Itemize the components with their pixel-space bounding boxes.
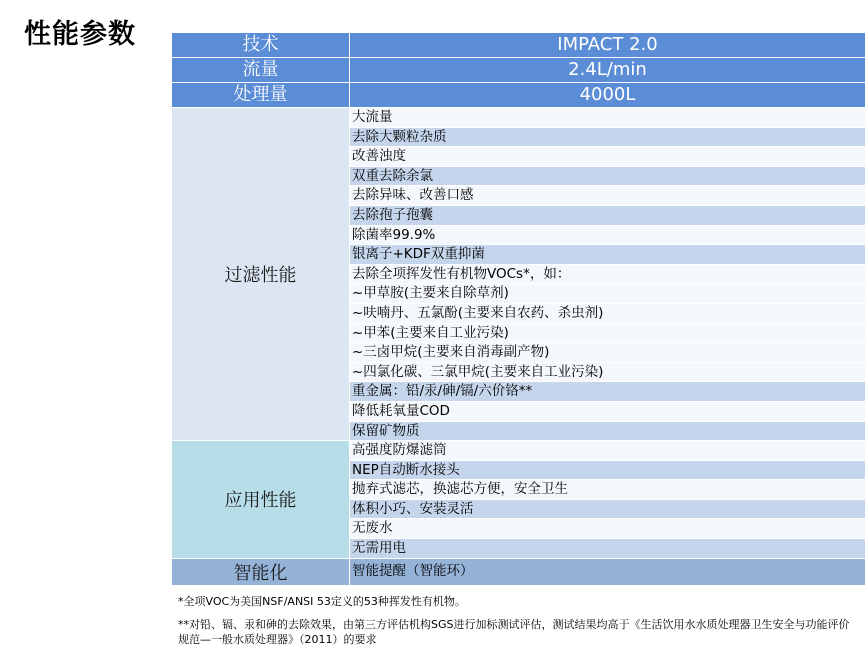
filter-item: 除菌率99.9% <box>350 225 866 245</box>
filter-item: ~甲苯(主要来自工业污染) <box>350 323 866 343</box>
filter-item: 银离子+KDF双重抑菌 <box>350 245 866 265</box>
section-label-application: 应用性能 <box>172 441 350 559</box>
footnotes <box>178 594 858 655</box>
header-row-capacity <box>172 83 866 108</box>
smart-item: 智能提醒（智能环） <box>350 558 866 585</box>
spec-table <box>171 32 866 586</box>
table-row <box>172 441 866 461</box>
filter-item: 改善浊度 <box>350 147 866 167</box>
header-label: 技术 <box>172 33 350 58</box>
header-value: 2.4L/min <box>350 58 866 83</box>
filter-item: 去除孢子孢囊 <box>350 205 866 225</box>
filter-item: 重金属：铅/汞/砷/镉/六价铬** <box>350 382 866 402</box>
application-item: 体积小巧、安装灵活 <box>350 499 866 519</box>
table-row <box>172 558 866 585</box>
application-item: 高强度防爆滤筒 <box>350 441 866 461</box>
application-item: 无需用电 <box>350 539 866 559</box>
header-value: IMPACT 2.0 <box>350 33 866 58</box>
page-title: 性能参数 <box>24 19 136 50</box>
filter-item: ~呋喃丹、五氯酚(主要来自农药、杀虫剂) <box>350 303 866 323</box>
footnote-voc: *全项VOC为美国NSF/ANSI 53定义的53种挥发性有机物。 <box>178 595 466 608</box>
section-label-smart: 智能化 <box>172 558 350 585</box>
filter-item: ~甲草胺(主要来自除草剂) <box>350 284 866 304</box>
filter-item: 去除全项挥发性有机物VOCs*，如： <box>350 264 866 284</box>
filter-item: 降低耗氧量COD <box>350 401 866 421</box>
footnote-heavy-metal: **对铅、镉、汞和砷的去除效果，由第三方评估机构SGS进行加标测试评估，测试结果均高于《生活饮用水水质处理器卫生安全与功能评价规范—一般水质处理器》（2011）的要求 <box>178 618 850 646</box>
application-item: 无废水 <box>350 519 866 539</box>
header-row-technology <box>172 33 866 58</box>
filter-item: ~三卤甲烷(主要来自消毒副产物) <box>350 343 866 363</box>
application-item: NEP自动断水接头 <box>350 460 866 480</box>
header-row-flow <box>172 58 866 83</box>
header-label: 流量 <box>172 58 350 83</box>
section-label-filter: 过滤性能 <box>172 108 350 441</box>
table-row <box>172 108 866 128</box>
filter-item: ~四氯化碳、三氯甲烷(主要来自工业污染) <box>350 362 866 382</box>
header-label: 处理量 <box>172 83 350 108</box>
application-item: 抛弃式滤芯，换滤芯方便，安全卫生 <box>350 480 866 500</box>
header-value: 4000L <box>350 83 866 108</box>
filter-item: 去除异味、改善口感 <box>350 186 866 206</box>
filter-item: 保留矿物质 <box>350 421 866 441</box>
filter-item: 大流量 <box>350 108 866 128</box>
filter-item: 去除大颗粒杂质 <box>350 127 866 147</box>
filter-item: 双重去除余氯 <box>350 166 866 186</box>
